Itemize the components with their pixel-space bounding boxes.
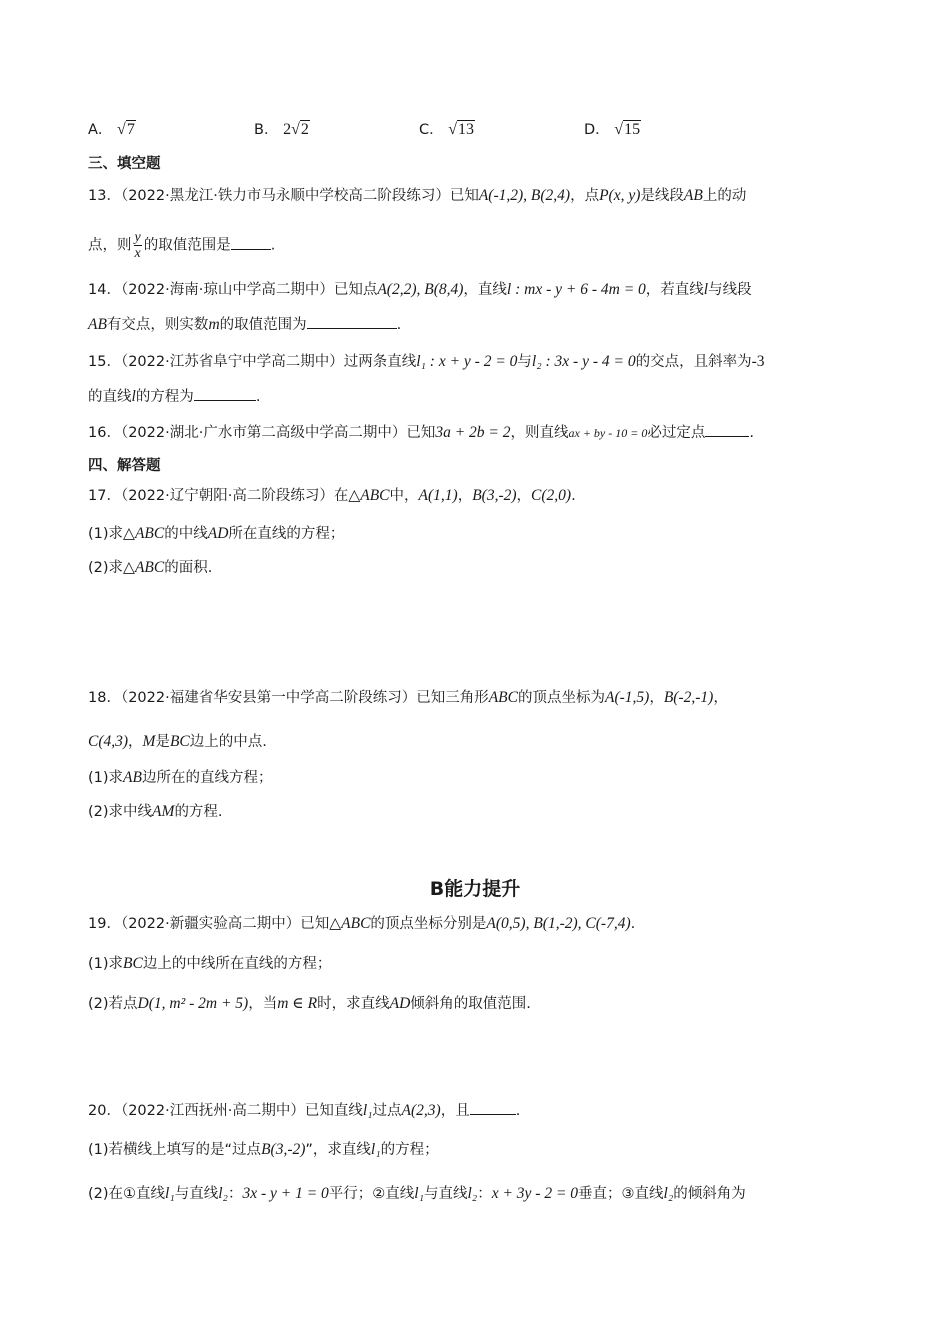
- choice-a: [88, 118, 136, 139]
- question-19-part-1: (1)求BC边上的中线所在直线的方程；: [88, 955, 332, 972]
- choice-b: [254, 118, 310, 139]
- question-19-part-2: (2)若点D(1, m² - 2m + 5)，当m ∈ R时，求直线AD倾斜角的取值范围.: [88, 995, 531, 1012]
- answer-blank[interactable]: [307, 314, 397, 329]
- sqrt-expression: √13: [448, 121, 475, 138]
- question-20-part-2: (2)在①直线l₁与直线l₂：3x - y + 1 = 0平行；②直线l₁与直线l₂：x + 3y - 2 = 0垂直；③直线l₂的倾斜角为: [88, 1185, 746, 1202]
- choice-letter: C．: [419, 122, 444, 138]
- sqrt-expression: √15: [614, 121, 641, 138]
- question-15-line-1: 15．（2022·江苏省阜宁中学高二期中）过两条直线l₁ : x + y - 2 = 0与l₂ : 3x - y - 4 = 0的交点，且斜率为-3: [88, 353, 765, 370]
- question-20-stem: 20．（2022·江西抚州·高二期中）已知直线l₁过点A(2,3)，且 .: [88, 1102, 521, 1119]
- question-14-line-1: 14．（2022·海南·琼山中学高二期中）已知点A(2,2), B(8,4)，直线l : mx - y + 6 - 4m = 0，若直线l与线段: [88, 281, 752, 298]
- answer-blank[interactable]: [194, 386, 256, 401]
- choice-letter: B．: [254, 122, 279, 138]
- question-19-stem: 19．（2022·新疆实验高二期中）已知△ABC的顶点坐标分别是A(0,5), B(1,-2), C(-7,4).: [88, 915, 636, 932]
- question-14-line-2: AB有交点，则实数m的取值范围为 .: [88, 316, 402, 333]
- question-18-part-1: (1)求AB边所在的直线方程；: [88, 769, 273, 786]
- question-17-stem: 17．（2022·辽宁朝阳·高二阶段练习）在△ABC中，A(1,1)，B(3,-2)，C(2,0).: [88, 487, 576, 504]
- question-17-part-2: (2)求△ABC的面积.: [88, 559, 213, 576]
- answer-blank[interactable]: [705, 422, 749, 437]
- choice-letter: A．: [88, 122, 113, 138]
- choice-c: [419, 118, 475, 139]
- question-16: 16．（2022·湖北·广水市第二高级中学高二期中）已知3a + 2b = 2，则直线ax + by - 10 = 0必过定点 .: [88, 424, 754, 441]
- choice-d: [584, 118, 641, 139]
- question-13-line-2: 点，则 $\frac{y}{x}$ 的取值范围是 .: [88, 230, 276, 261]
- question-20-part-1: (1)若横线上填写的是“过点B(3,-2)”，求直线l₁的方程；: [88, 1141, 439, 1158]
- question-15-line-2: 的直线l的方程为 .: [88, 388, 261, 405]
- fraction: $\frac{y}{x}$: [134, 230, 141, 261]
- choice-letter: D．: [584, 122, 610, 138]
- section-heading-answer: 四、解答题: [88, 458, 161, 474]
- question-17-part-1: (1)求△ABC的中线AD所在直线的方程；: [88, 525, 345, 542]
- question-18-line-2: C(4,3)，M是BC边上的中点.: [88, 733, 267, 750]
- question-13-line-1: 13．（2022·黑龙江·铁力市马永顺中学校高二阶段练习）已知A(-1,2), B(2,4)，点P(x, y)是线段AB上的动: [88, 187, 747, 204]
- section-heading-fill: 三、填空题: [88, 156, 161, 172]
- question-18-line-1: 18．（2022·福建省华安县第一中学高二阶段练习）已知三角形ABC的顶点坐标为A(-1,5)，B(-2,-1)，: [88, 689, 728, 706]
- sqrt-expression: 2√2: [283, 121, 309, 138]
- question-18-part-2: (2)求中线AM的方程.: [88, 803, 223, 820]
- sqrt-expression: √7: [117, 121, 135, 138]
- section-title-advanced: B能力提升: [429, 878, 521, 900]
- answer-blank[interactable]: [470, 1100, 516, 1115]
- answer-blank[interactable]: [231, 235, 271, 250]
